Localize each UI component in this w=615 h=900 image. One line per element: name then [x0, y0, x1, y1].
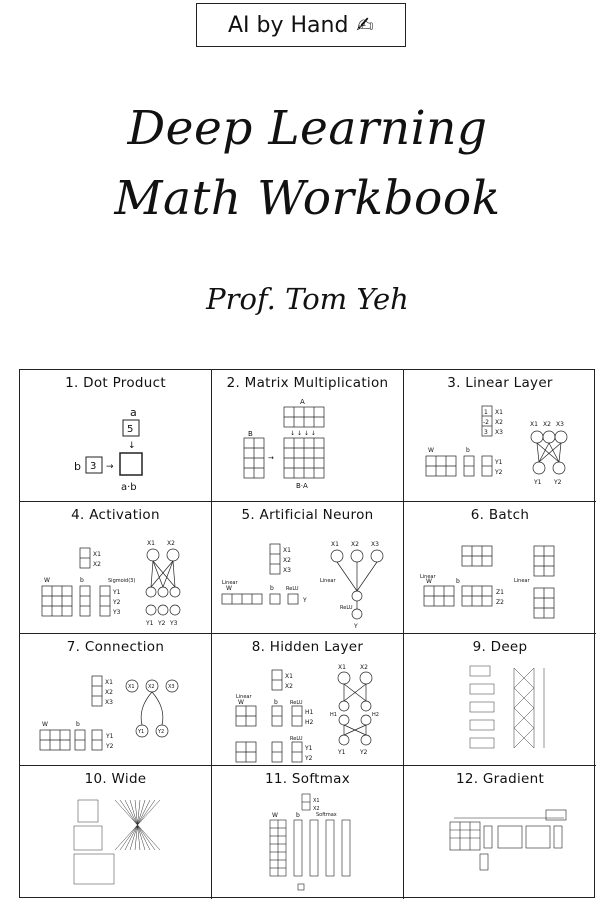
svg-text:Y1: Y1	[338, 749, 346, 756]
svg-text:Softmax: Softmax	[316, 812, 337, 818]
svg-text:H1: H1	[330, 712, 337, 718]
svg-text:Y3: Y3	[113, 609, 121, 616]
svg-text:Y1: Y1	[305, 745, 313, 752]
exercise-title: 11. Softmax	[264, 771, 351, 787]
svg-text:b: b	[74, 460, 81, 473]
svg-text:Y2: Y2	[305, 755, 313, 762]
exercise-title: 7. Connection	[66, 639, 165, 655]
svg-text:Z1: Z1	[496, 589, 504, 596]
svg-text:W: W	[44, 577, 50, 584]
svg-text:Y2: Y2	[106, 743, 114, 750]
svg-text:X3: X3	[168, 684, 175, 690]
svg-text:b: b	[80, 577, 84, 584]
exercise-softmax[interactable]	[212, 766, 404, 899]
svg-text:B·A: B·A	[296, 482, 308, 490]
svg-text:b: b	[270, 585, 274, 592]
svg-text:Y3: Y3	[170, 620, 178, 627]
svg-text:X1: X1	[331, 541, 339, 548]
svg-text:B: B	[248, 430, 253, 438]
svg-text:X3: X3	[105, 699, 113, 706]
svg-text:X1: X1	[285, 673, 293, 680]
svg-text:X3: X3	[556, 421, 564, 428]
matmul-diagram	[212, 394, 404, 500]
svg-text:ReLU: ReLU	[340, 605, 353, 611]
exercise-title: 3. Linear Layer	[447, 375, 553, 391]
deep-network-diagram	[404, 658, 596, 764]
svg-text:→: →	[268, 454, 274, 462]
exercise-title: 9. Deep	[472, 639, 528, 655]
exercise-matrix-multiplication[interactable]	[212, 370, 404, 502]
svg-text:Y1: Y1	[495, 459, 503, 466]
activation-diagram	[20, 526, 212, 632]
softmax-diagram	[212, 790, 404, 896]
brand-badge	[196, 3, 406, 47]
svg-text:X3: X3	[495, 429, 503, 436]
svg-text:X2: X2	[105, 689, 113, 696]
exercise-batch[interactable]	[404, 502, 596, 634]
batch-diagram	[404, 526, 596, 632]
svg-text:↓ ↓ ↓ ↓: ↓ ↓ ↓ ↓	[290, 430, 316, 437]
exercise-linear-layer[interactable]	[404, 370, 596, 502]
svg-text:X1: X1	[338, 664, 346, 671]
title-line-2: Math Workbook	[114, 171, 501, 226]
exercise-title: 8. Hidden Layer	[251, 639, 364, 655]
dot-product-diagram	[20, 394, 212, 500]
linear-layer-diagram	[404, 394, 596, 500]
svg-text:X2: X2	[495, 419, 503, 426]
svg-text:W: W	[426, 578, 432, 585]
svg-text:X1: X1	[93, 551, 101, 558]
svg-text:Z2: Z2	[496, 599, 504, 606]
exercise-title: 10. Wide	[84, 771, 147, 787]
svg-text:X2: X2	[148, 684, 155, 690]
hidden-layer-diagram	[212, 658, 404, 764]
svg-text:X2: X2	[167, 540, 175, 547]
exercise-gradient[interactable]	[404, 766, 596, 899]
exercise-title: 2. Matrix Multiplication	[226, 375, 389, 391]
svg-text:X2: X2	[285, 683, 293, 690]
exercise-artificial-neuron[interactable]	[212, 502, 404, 634]
svg-text:X3: X3	[371, 541, 379, 548]
svg-text:3: 3	[90, 461, 97, 472]
svg-text:Y1: Y1	[138, 729, 145, 735]
svg-text:Y2: Y2	[495, 469, 503, 476]
connection-diagram	[20, 658, 212, 764]
svg-text:-2: -2	[483, 419, 489, 426]
svg-text:a·b: a·b	[121, 482, 137, 493]
svg-text:5: 5	[127, 424, 134, 435]
svg-text:b: b	[466, 447, 470, 454]
svg-text:ReLU: ReLU	[286, 586, 299, 592]
svg-text:X1: X1	[105, 679, 113, 686]
svg-text:W: W	[428, 447, 434, 454]
svg-text:Y1: Y1	[534, 479, 542, 486]
svg-text:W: W	[42, 721, 48, 728]
svg-text:X1: X1	[128, 684, 135, 690]
svg-text:3: 3	[484, 429, 488, 436]
svg-text:b: b	[296, 812, 300, 819]
svg-text:X2: X2	[283, 557, 291, 564]
exercise-title: 12. Gradient	[455, 771, 545, 787]
svg-text:Linear: Linear	[514, 578, 530, 584]
svg-text:ReLU: ReLU	[290, 736, 303, 742]
exercise-wide[interactable]	[20, 766, 212, 899]
svg-text:Y: Y	[303, 597, 307, 604]
svg-text:H2: H2	[372, 712, 379, 718]
svg-text:W: W	[272, 812, 278, 819]
svg-text:X2: X2	[93, 561, 101, 568]
svg-text:→: →	[106, 462, 114, 472]
writing-hand-icon: ✍	[356, 13, 375, 37]
svg-text:↓: ↓	[128, 441, 136, 451]
svg-text:Y: Y	[354, 623, 358, 630]
svg-text:H1: H1	[305, 709, 314, 716]
svg-text:Y2: Y2	[360, 749, 368, 756]
svg-text:X1: X1	[313, 798, 320, 804]
exercise-activation[interactable]	[20, 502, 212, 634]
svg-text:A: A	[300, 398, 305, 406]
svg-text:Linear: Linear	[236, 694, 252, 700]
svg-text:X2: X2	[313, 806, 320, 812]
svg-text:X2: X2	[543, 421, 551, 428]
svg-text:b: b	[274, 699, 278, 706]
exercise-title: 5. Artificial Neuron	[241, 507, 374, 523]
exercise-connection[interactable]	[20, 634, 212, 766]
svg-text:W: W	[238, 699, 244, 706]
svg-text:Linear: Linear	[320, 578, 336, 584]
svg-text:1: 1	[484, 409, 488, 416]
svg-text:Y1: Y1	[106, 733, 114, 740]
svg-text:W: W	[226, 585, 232, 592]
svg-text:b: b	[76, 721, 80, 728]
svg-text:H2: H2	[305, 719, 314, 726]
svg-text:a: a	[130, 406, 137, 419]
svg-text:X2: X2	[360, 664, 368, 671]
exercise-grid	[19, 369, 595, 898]
svg-text:Y2: Y2	[554, 479, 562, 486]
svg-text:X1: X1	[530, 421, 538, 428]
svg-text:X1: X1	[495, 409, 503, 416]
gradient-diagram	[404, 790, 596, 896]
svg-text:X3: X3	[283, 567, 291, 574]
exercise-title: 1. Dot Product	[65, 375, 166, 391]
svg-text:Y2: Y2	[113, 599, 121, 606]
svg-text:Y1: Y1	[146, 620, 154, 627]
exercise-title: 6. Batch	[470, 507, 530, 523]
svg-text:Sigmoid(3): Sigmoid(3)	[108, 578, 136, 584]
brand-text: AI by Hand	[227, 12, 349, 38]
exercise-dot-product[interactable]	[20, 370, 212, 502]
svg-text:X1: X1	[147, 540, 155, 547]
svg-text:Y2: Y2	[158, 729, 165, 735]
svg-text:X1: X1	[283, 547, 291, 554]
exercise-deep[interactable]	[404, 634, 596, 766]
svg-text:Y1: Y1	[113, 589, 121, 596]
title-line-1: Deep Learning	[127, 101, 488, 156]
author-name: Prof. Tom Yeh	[206, 282, 409, 316]
svg-text:Linear: Linear	[420, 574, 436, 580]
svg-text:b: b	[456, 578, 460, 585]
artificial-neuron-diagram	[212, 526, 404, 632]
svg-text:X2: X2	[351, 541, 359, 548]
svg-text:Linear: Linear	[222, 580, 238, 586]
exercise-title: 4. Activation	[71, 507, 160, 523]
svg-text:Y2: Y2	[158, 620, 166, 627]
svg-text:ReLU: ReLU	[290, 700, 303, 706]
exercise-hidden-layer[interactable]	[212, 634, 404, 766]
wide-network-diagram	[20, 790, 212, 896]
